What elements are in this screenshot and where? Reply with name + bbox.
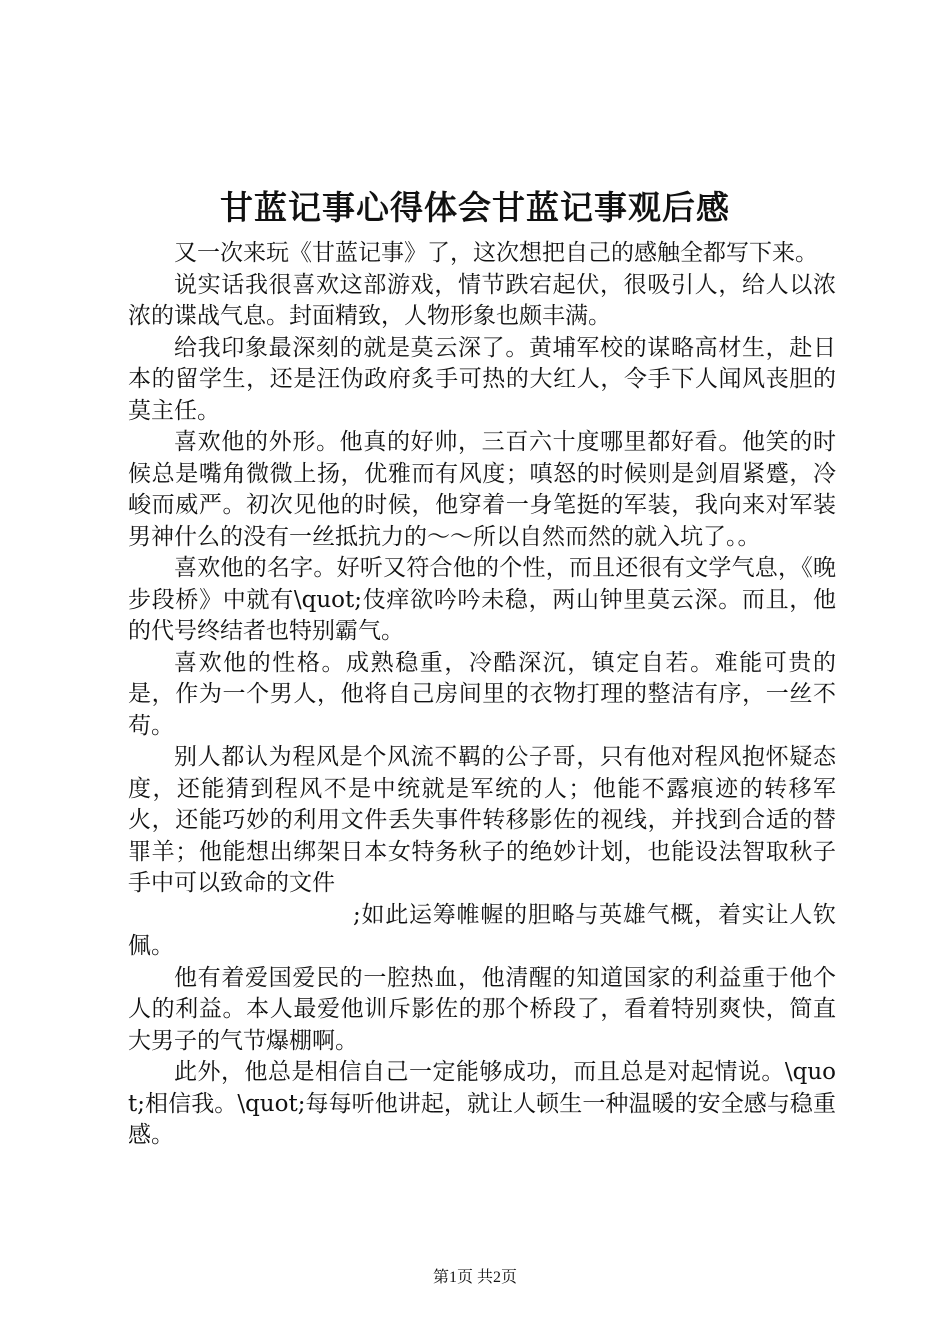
paragraph-3: 给我印象最深刻的就是莫云深了。黄埔军校的谋略高材生，赴日本的留学生，还是汪伪政府炙手可热的大红人，令手下人闻风丧胆的莫主任。 bbox=[128, 334, 836, 424]
paragraph-5: 喜欢他的名字。好听又符合他的个性，而且还很有文学气息，《晚步段桥》中就有\quot;伎痒欲吟吟未稳，两山钟里莫云深。而且，他的代号终结者也特别霸气。 bbox=[128, 555, 836, 644]
paragraph-7-continued bbox=[128, 900, 836, 963]
paragraph-7: 别人都认为程风是个风流不羁的公子哥，只有他对程风抱怀疑态度，还能猜到程风不是中统就是军统的人；他能不露痕迹的转移军火，还能巧妙的利用文件丢失事件转移影佐的视线，并找到合适的替罪羊；他能想出绑架日本女特务秋子的绝妙计划，也能设法智取秋子手中可以致命的文件 bbox=[128, 744, 836, 896]
page-title: 甘蓝记事心得体会甘蓝记事观后感 bbox=[220, 188, 730, 227]
paragraph-9: 此外，他总是相信自己一定能够成功，而且总是对起情说。\quot;相信我。\quot;每每听他讲起，就让人顿生一种温暖的安全感与稳重感。 bbox=[128, 1059, 836, 1148]
paragraph-2: 说实话我很喜欢这部游戏，情节跌宕起伏，很吸引人，给人以浓浓的谍战气息。封面精致，人物形象也颇丰满。 bbox=[128, 271, 836, 329]
paragraph-1: 又一次来玩《甘蓝记事》了，这次想把自己的感触全都写下来。 bbox=[174, 240, 818, 266]
document-body bbox=[128, 238, 836, 1152]
paragraph-4: 喜欢他的外形。他真的好帅，三百六十度哪里都好看。他笑的时候总是嘴角微微上扬，优雅而有风度；嗔怒的时候则是剑眉紧蹙，冷峻而威严。初次见他的时候，他穿着一身笔挺的军装，我向来对军装男神什么的没有一丝抵抗力的～～所以自然而然的就入坑了。。 bbox=[128, 429, 836, 550]
paragraph-8: 他有着爱国爱民的一腔热血，他清醒的知道国家的利益重于他个人的利益。本人最爱他训斥影佐的那个桥段了，看着特别爽快，简直大男子的气节爆棚啊。 bbox=[128, 964, 836, 1054]
paragraph-6: 喜欢他的性格。成熟稳重，冷酷深沉，镇定自若。难能可贵的是，作为一个男人，他将自己房间里的衣物打理的整洁有序，一丝不苟。 bbox=[128, 649, 836, 739]
page-footer: 第1页 共2页 bbox=[432, 1269, 517, 1286]
paragraph-7-tail: ;如此运筹帷幄的胆略与英雄气概，着实让人钦佩。 bbox=[128, 901, 836, 959]
